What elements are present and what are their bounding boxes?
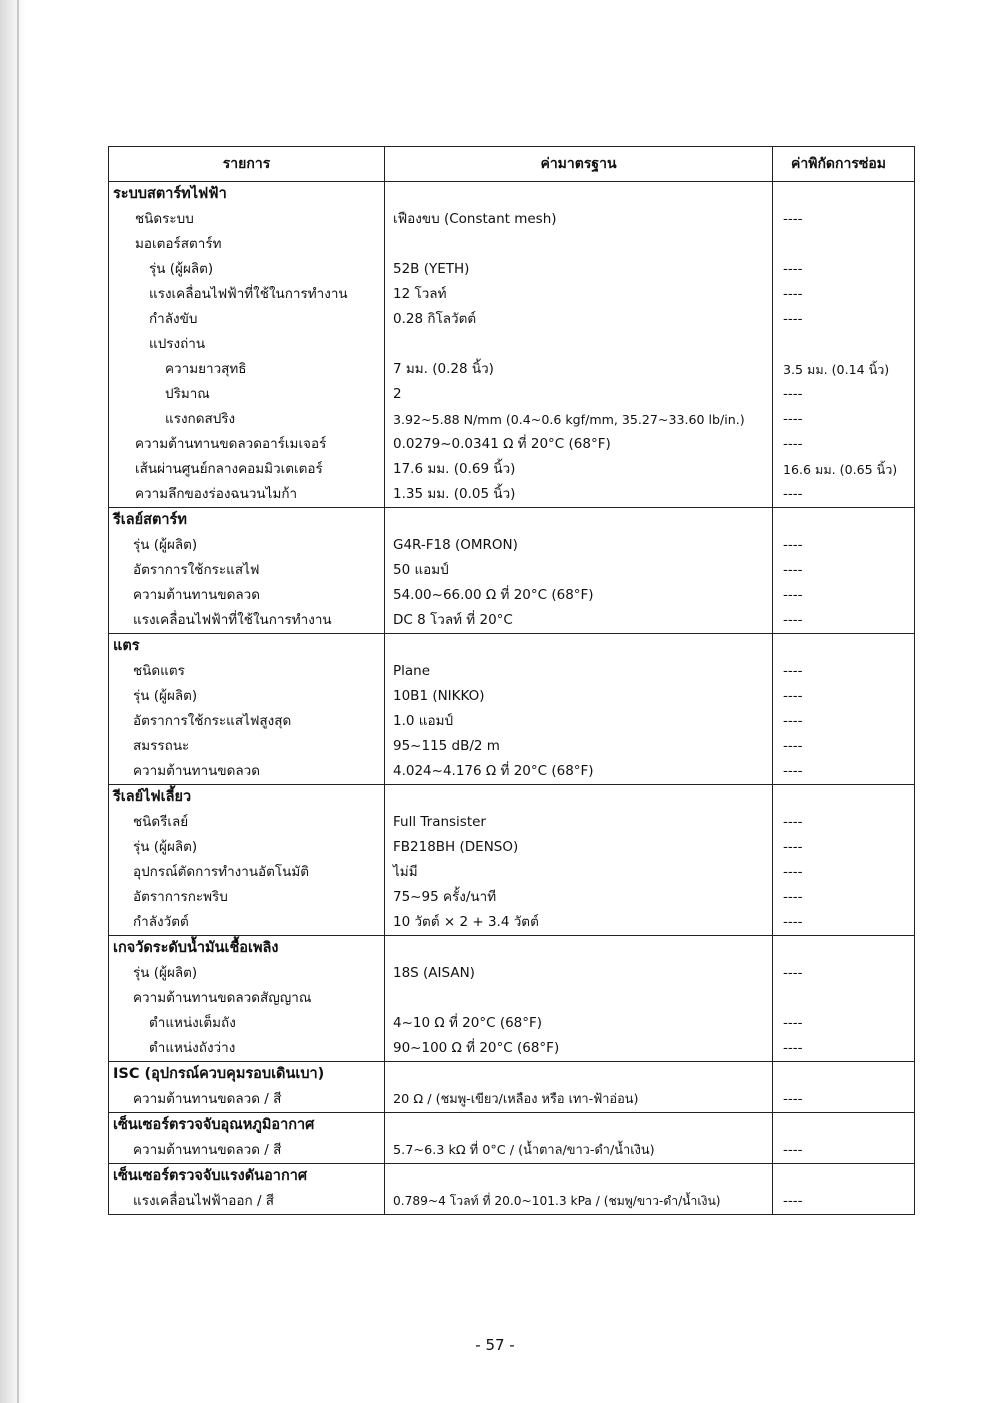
row-item: รุ่น (ผู้ผลิต) — [133, 965, 198, 981]
row-item: เส้นผ่านศูนย์กลางคอมมิวเตเตอร์ — [135, 461, 323, 477]
table-row — [109, 1164, 915, 1215]
row-standard: 1.35 มม. (0.05 นิ้ว) — [393, 486, 516, 502]
row-item: ตำแหน่งถังว่าง — [149, 1040, 236, 1056]
section-title: ระบบสตาร์ทไฟฟ้า — [113, 186, 227, 202]
row-repair-limit: ---- — [783, 211, 803, 227]
section-title: เซ็นเซอร์ตรวจจับอุณหภูมิอากาศ — [113, 1117, 315, 1133]
table-header-row — [109, 147, 915, 182]
row-standard: 12 โวลท์ — [393, 286, 447, 302]
row-standard: G4R-F18 (OMRON) — [393, 537, 518, 553]
row-repair-limit: ---- — [783, 763, 803, 779]
row-repair-limit: ---- — [783, 261, 803, 277]
row-repair-limit: ---- — [783, 537, 803, 553]
row-repair-limit: ---- — [783, 713, 803, 729]
row-repair-limit: ---- — [783, 286, 803, 302]
row-standard: 5.7~6.3 kΩ ที่ 0°C / (น้ำตาล/ขาว-ดำ/น้ำเงิน) — [393, 1143, 655, 1158]
binding-line — [17, 0, 19, 1403]
section-electric-starter — [109, 182, 915, 508]
row-standard: DC 8 โวลท์ ที่ 20°C — [393, 612, 513, 628]
row-repair-limit: ---- — [783, 587, 803, 603]
row-repair-limit: ---- — [783, 738, 803, 754]
row-repair-limit: ---- — [783, 411, 803, 427]
section-title: รีเลย์ไฟเลี้ยว — [113, 789, 192, 805]
row-repair-limit: ---- — [783, 914, 803, 930]
row-repair-limit: ---- — [783, 1015, 803, 1031]
section-horn — [109, 634, 915, 785]
section-fuel-gauge — [109, 936, 915, 1062]
row-repair-limit: 3.5 มม. (0.14 นิ้ว) — [783, 362, 890, 377]
row-standard: 18S (AISAN) — [393, 965, 475, 981]
row-standard — [385, 332, 772, 357]
row-item: รุ่น (ผู้ผลิต) — [133, 839, 198, 855]
header-standard: ค่ามาตรฐาน — [385, 147, 773, 182]
row-item: อัตราการกะพริบ — [133, 889, 228, 905]
table-row — [109, 1113, 915, 1164]
row-item: อุปกรณ์ตัดการทำงานอัตโนมัติ — [133, 864, 310, 880]
row-item: มอเตอร์สตาร์ท — [135, 236, 222, 252]
row-standard: FB218BH (DENSO) — [393, 839, 519, 855]
row-standard — [385, 232, 772, 257]
row-item: กำลังขับ — [149, 311, 198, 327]
row-standard: 0.28 กิโลวัตต์ — [393, 311, 477, 327]
section-air-temp-sensor — [109, 1113, 915, 1164]
row-item: ความต้านทานขดลวด — [133, 763, 260, 779]
row-repair-limit: 16.6 มม. (0.65 นิ้ว) — [783, 462, 898, 477]
row-repair-limit: ---- — [783, 562, 803, 578]
row-item: รุ่น (ผู้ผลิต) — [149, 261, 214, 277]
section-isc — [109, 1062, 915, 1113]
row-standard: 0.0279~0.0341 Ω ที่ 20°C (68°F) — [393, 436, 611, 452]
row-standard: Plane — [393, 663, 431, 679]
row-standard: 3.92~5.88 N/mm (0.4~0.6 kgf/mm, 35.27~33.60 lb/in.) — [393, 412, 745, 427]
section-title: เกจวัดระดับน้ำมันเชื้อเพลิง — [113, 940, 279, 956]
row-standard: 50 แอมป์ — [393, 562, 449, 578]
row-item: แรงเคลื่อนไฟฟ้าที่ใช้ในการทำงาน — [133, 612, 332, 628]
section-title: เซ็นเซอร์ตรวจจับแรงดันอากาศ — [113, 1168, 308, 1184]
row-standard: 17.6 มม. (0.69 นิ้ว) — [393, 461, 516, 477]
row-item: ความลึกของร่องฉนวนไมก้า — [135, 486, 298, 502]
row-repair-limit: ---- — [783, 436, 803, 452]
header-item: รายการ — [109, 147, 385, 182]
row-standard: 4.024~4.176 Ω ที่ 20°C (68°F) — [393, 763, 594, 779]
row-standard: 54.00~66.00 Ω ที่ 20°C (68°F) — [393, 587, 594, 603]
row-item: แรงเคลื่อนไฟฟ้าที่ใช้ในการทำงาน — [149, 286, 348, 302]
row-standard: 10 วัตต์ × 2 + 3.4 วัตต์ — [393, 914, 539, 930]
row-item: อัตราการใช้กระแสไฟ — [133, 562, 260, 578]
row-standard — [385, 986, 772, 1011]
row-standard: 75~95 ครั้ง/นาที — [393, 889, 497, 905]
row-item: ความต้านทานขดลวดสัญญาณ — [133, 990, 312, 1006]
row-repair-limit: ---- — [783, 663, 803, 679]
section-title: ISC (อุปกรณ์ควบคุมรอบเดินเบา) — [113, 1066, 325, 1082]
section-starter-relay — [109, 508, 915, 634]
row-standard: 90~100 Ω ที่ 20°C (68°F) — [393, 1040, 560, 1056]
row-item: ความต้านทานขดลวด — [133, 587, 260, 603]
row-standard: 10B1 (NIKKO) — [393, 688, 485, 704]
row-standard: ไม่มี — [393, 864, 418, 880]
section-title: รีเลย์สตาร์ท — [113, 512, 187, 528]
specification-table — [108, 146, 915, 1215]
row-item: ความต้านทานขดลวดอาร์เมเจอร์ — [135, 436, 327, 452]
row-item: สมรรถนะ — [133, 738, 190, 754]
row-repair-limit: ---- — [783, 1142, 803, 1158]
row-item: รุ่น (ผู้ผลิต) — [133, 537, 198, 553]
row-repair-limit: ---- — [783, 311, 803, 327]
row-item: กำลังวัตต์ — [133, 914, 189, 930]
row-repair-limit: ---- — [783, 1040, 803, 1056]
table-row — [109, 1062, 915, 1113]
row-standard: 0.789~4 โวลท์ ที่ 20.0~101.3 kPa / (ชมพู/ขาว-ดำ/น้ำเงิน) — [393, 1194, 721, 1208]
header-repair-limit: ค่าพิกัดการซ่อม — [773, 147, 915, 182]
row-repair-limit — [773, 332, 914, 357]
row-standard: 7 มม. (0.28 นิ้ว) — [393, 361, 494, 377]
page-number: - 57 - — [475, 1336, 515, 1354]
row-item: แรงกดสปริง — [165, 411, 236, 427]
row-item: แปรงถ่าน — [149, 336, 206, 352]
row-standard: 2 — [393, 386, 402, 402]
section-turn-signal-relay — [109, 785, 915, 936]
row-standard: Full Transister — [393, 814, 486, 830]
row-item: ปริมาณ — [165, 386, 210, 402]
row-standard: 20 Ω / (ชมพู-เขียว/เหลือง หรือ เทา-ฟ้าอ่อน) — [393, 1092, 639, 1107]
table-row — [109, 785, 915, 936]
table-row — [109, 508, 915, 634]
row-item: ความยาวสุทธิ — [165, 361, 247, 377]
row-repair-limit: ---- — [783, 1193, 803, 1209]
row-item: ชนิดรีเลย์ — [133, 814, 189, 830]
row-repair-limit: ---- — [783, 1091, 803, 1107]
row-repair-limit: ---- — [783, 864, 803, 880]
row-repair-limit: ---- — [783, 688, 803, 704]
row-repair-limit: ---- — [783, 839, 803, 855]
binding-shadow — [0, 0, 26, 1403]
row-item: ตำแหน่งเต็มถัง — [149, 1015, 236, 1031]
row-repair-limit: ---- — [783, 889, 803, 905]
row-repair-limit: ---- — [783, 814, 803, 830]
row-standard: เฟืองขบ (Constant mesh) — [393, 211, 557, 227]
row-repair-limit: ---- — [783, 386, 803, 402]
row-item: ชนิดระบบ — [135, 211, 194, 227]
row-item: ชนิดแตร — [133, 663, 185, 679]
table-row — [109, 634, 915, 785]
row-standard: 95~115 dB/2 m — [393, 738, 500, 754]
row-repair-limit: ---- — [783, 486, 803, 502]
row-repair-limit — [773, 232, 914, 257]
section-air-pressure-sensor — [109, 1164, 915, 1215]
section-title: แตร — [113, 638, 140, 654]
row-standard: 52B (YETH) — [393, 261, 470, 277]
row-item: อัตราการใช้กระแสไฟสูงสุด — [133, 713, 292, 729]
row-repair-limit: ---- — [783, 612, 803, 628]
row-standard: 4~10 Ω ที่ 20°C (68°F) — [393, 1015, 543, 1031]
row-repair-limit: ---- — [783, 965, 803, 981]
table-row — [109, 936, 915, 1062]
row-item: รุ่น (ผู้ผลิต) — [133, 688, 198, 704]
row-item: ความต้านทานขดลวด / สี — [133, 1142, 282, 1158]
row-item: แรงเคลื่อนไฟฟ้าออก / สี — [133, 1193, 275, 1209]
row-standard: 1.0 แอมป์ — [393, 713, 454, 729]
row-repair-limit — [773, 986, 914, 1011]
row-item: ความต้านทานขดลวด / สี — [133, 1091, 282, 1107]
table-row — [109, 182, 915, 508]
